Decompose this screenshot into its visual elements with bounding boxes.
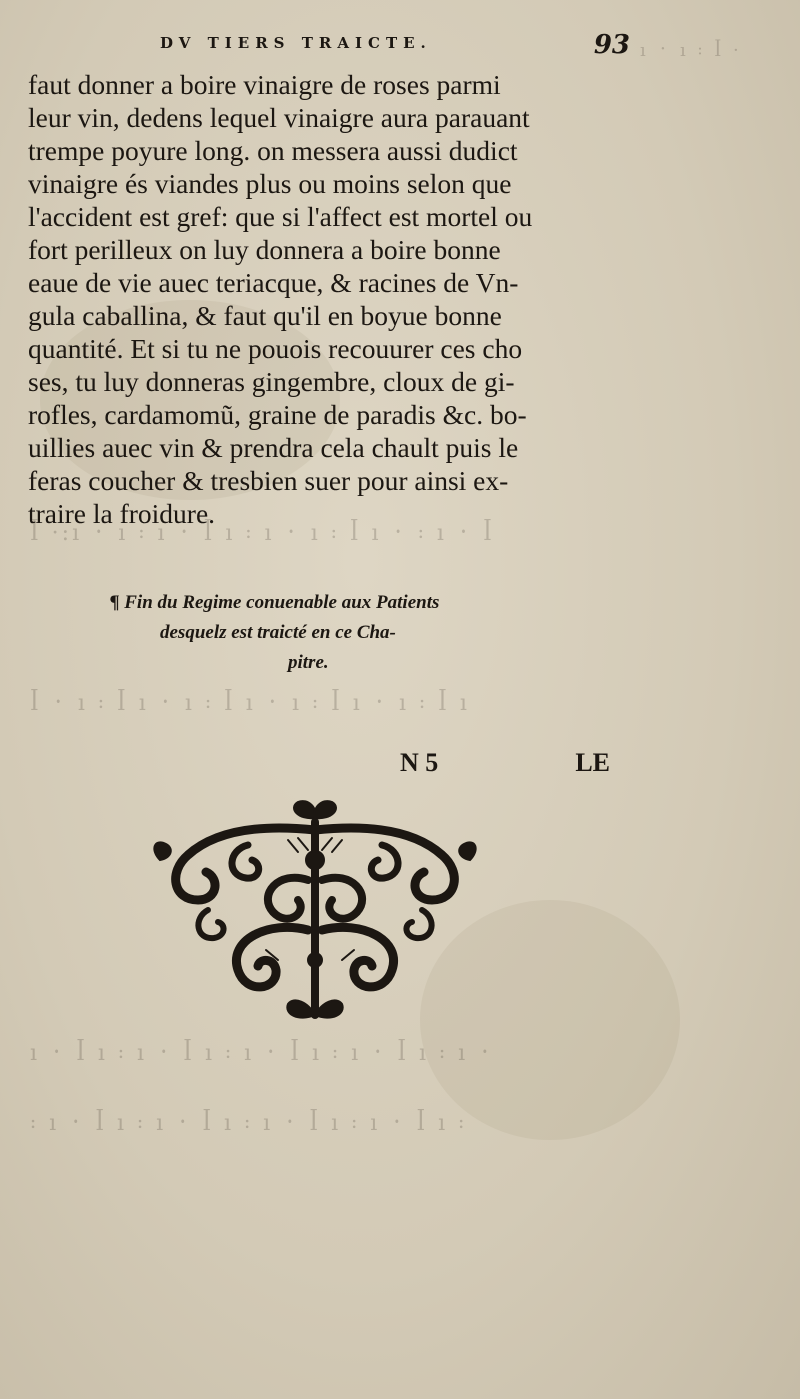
text-line: quantité. Et si tu ne pouois recouurer ces cho xyxy=(28,333,523,364)
text-line: trempe poyure long. on messera aussi dudict xyxy=(28,135,518,166)
fleuron-ornament-icon xyxy=(148,800,483,1030)
text-line: traire la froidure. xyxy=(28,498,216,529)
show-through-text: ꟾ ·:ı ᛫ ı ꞉ ı ᛫ ꟾ ı ꞉ ı ᛫ ı ꞉ ꟾ ı ᛫ ꞉ ı ᛫ ꟾ xyxy=(30,521,495,546)
text-line: rofles, cardamomũ, graine de paradis &c. bo- xyxy=(28,399,527,430)
text-line: fort perilleux on luy donnera a boire bonne xyxy=(28,234,501,265)
text-line: eaue de vie auec teriacque, & racines de Vn- xyxy=(28,267,519,298)
catchword: LE xyxy=(575,748,610,777)
text-line: ses, tu luy donneras gingembre, cloux de gi- xyxy=(28,366,515,397)
text-line: faut donner a boire vinaigre de roses parmi xyxy=(28,69,501,100)
closing-line: pitre. xyxy=(288,652,329,673)
signature-mark: N 5 xyxy=(400,748,439,777)
closing-line: ¶ Fin du Regime conuenable aux Patients xyxy=(110,592,440,613)
page-number: 93 xyxy=(593,30,630,60)
text-line: uillies auec vin & prendra cela chault puis le xyxy=(28,432,519,463)
chapter-closing xyxy=(110,588,590,678)
text-line: gula caballina, & faut qu'il en boyue bonne xyxy=(28,300,502,331)
running-head: DV TIERS TRAICTE. xyxy=(160,34,432,52)
text-line: l'accident est gref: que si l'affect est mortel ou xyxy=(28,201,533,232)
fleuron-ornament-icon xyxy=(148,800,483,1030)
text-line: leur vin, dedens lequel vinaigre aura parauant xyxy=(28,102,530,133)
show-through-text: ı ᛫ ı ꞉ ꟾ · xyxy=(640,40,742,61)
show-through-text: ꞉ ı ᛫ ꟾ ı ꞉ ı ᛫ ꟾ ı ꞉ ı ᛫ ꟾ ı ꞉ ı ᛫ ꟾ ı ꞉ xyxy=(30,1111,468,1136)
closing-line: desquelz est traicté en ce Cha- xyxy=(160,622,396,643)
show-through-text: ꟾ ᛫ ı ꞉ ꟾ ı ᛫ ı ꞉ ꟾ ı ᛫ ı ꞉ ꟾ ı ᛫ ı ꞉ ꟾ ı xyxy=(30,691,470,716)
page-header xyxy=(160,32,630,62)
body-text xyxy=(28,68,610,530)
show-through-text: ı ᛫ ꟾ ı ꞉ ı ᛫ ꟾ ı ꞉ ı ᛫ ꟾ ı ꞉ ı ᛫ ꟾ ı ꞉ ı ᛫ xyxy=(30,1041,495,1066)
text-line: feras coucher & tresbien suer pour ainsi ex- xyxy=(28,465,509,496)
text-line: vinaigre és viandes plus ou moins selon que xyxy=(28,168,512,199)
page-footer xyxy=(400,748,610,782)
